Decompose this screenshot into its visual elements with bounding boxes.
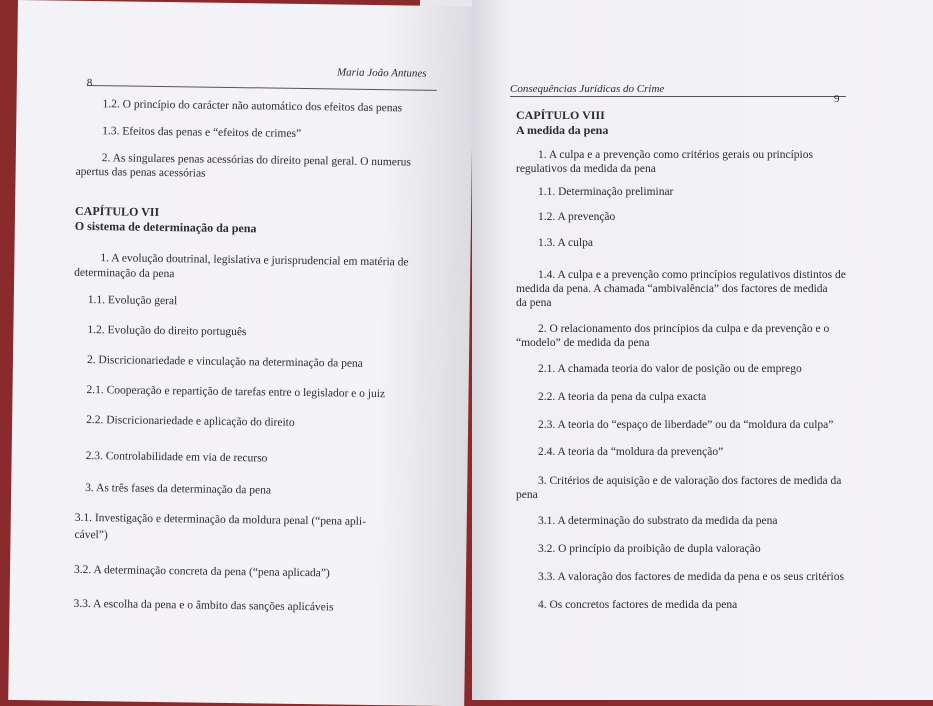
toc-line: 1.2. O princípio do carácter não automático dos efeitos das penas: [102, 98, 403, 115]
toc-line: 1.2. A prevenção: [538, 211, 616, 223]
toc-line: 1.2. Evolução do direito português: [87, 324, 247, 339]
toc-line: 1.1. Determinação preliminar: [538, 186, 674, 198]
toc-line: 2.1. A chamada teoria do valor de posição ou de emprego: [538, 363, 802, 375]
page-number: 8: [86, 76, 93, 90]
chapter-title: O sistema de determinação da pena: [74, 218, 257, 236]
toc-line: 2.3. A teoria do “espaço de liberdade” ou da “moldura da culpa”: [538, 419, 834, 431]
toc-line: 3.1. Investigação e determinação da moldura penal (“pena apli-: [74, 511, 367, 528]
toc-line: 3.3. A valoração dos factores de medida da pena e os seus critérios: [538, 571, 844, 583]
toc-line: 2.2. Discricionariedade e aplicação do direito: [86, 413, 295, 429]
chapter-heading: CAPÍTULO VII: [74, 203, 160, 219]
toc-line: cável”): [74, 528, 108, 542]
page-number: 9: [834, 93, 840, 105]
toc-line: 2. O relacionamento dos princípios da culpa e da prevenção e o: [538, 323, 830, 335]
header-rule: [510, 96, 846, 97]
toc-line: 1. A culpa e a prevenção como critérios gerais ou princípios: [538, 149, 813, 161]
toc-line: 1.1. Evolução geral: [87, 294, 178, 308]
toc-line: 1.3. A culpa: [538, 237, 593, 249]
toc-line: 2. As singulares penas acessórias do direito penal geral. O numerus: [101, 152, 412, 169]
toc-line: 3.2. A determinação concreta da pena (“pena aplicada”): [73, 563, 330, 580]
toc-line: 1. A evolução doutrinal, legislativa e jurisprudencial em matéria de: [100, 252, 409, 269]
header-rule: [87, 85, 437, 91]
toc-line: 1.3. Efeitos das penas e “efeitos de crimes”: [102, 125, 302, 140]
toc-line: 2.2. A teoria da pena da culpa exacta: [538, 391, 707, 403]
toc-line: 4. Os concretos factores de medida da pena: [538, 599, 738, 611]
toc-line: 3.1. A determinação do substrato da medida da pena: [538, 515, 778, 527]
left-page: [8, 0, 474, 706]
toc-line: “modelo” de medida da pena: [516, 337, 650, 349]
chapter-title: A medida da pena: [516, 123, 609, 137]
chapter-heading: CAPÍTULO VIII: [516, 108, 605, 122]
running-head: Consequências Jurídicas do Crime: [510, 83, 665, 95]
toc-line: 3. As três fases da determinação da pena: [85, 481, 272, 497]
toc-line: pena: [516, 489, 538, 501]
toc-line: apertus das penas acessórias: [75, 165, 206, 180]
toc-line: 2.4. A teoria da “moldura da prevenção”: [538, 446, 724, 458]
toc-line: regulativos da medida da pena: [516, 163, 656, 175]
toc-line: 3. Critérios de aquisição e de valoração dos factores de medida da: [538, 475, 842, 487]
toc-line: 1.4. A culpa e a prevenção como princípios regulativos distintos de: [538, 269, 846, 281]
toc-line: 3.3. A escolha da pena e o âmbito das sanções aplicáveis: [73, 597, 334, 614]
running-head: Maria João Antunes: [336, 66, 427, 80]
toc-line: 3.2. O princípio da proibição de dupla valoração: [538, 543, 761, 555]
toc-line: da pena: [516, 297, 552, 309]
toc-line: 2. Discricionariedade e vinculação na determinação da pena: [86, 353, 363, 370]
toc-line: 2.1. Cooperação e repartição de tarefas entre o legislador e o juiz: [86, 383, 386, 401]
toc-line: medida da pena. A chamada “ambivalência” dos factores de medida: [516, 283, 828, 295]
toc-line: 2.3. Controlabilidade em via de recurso: [85, 449, 268, 465]
toc-line: determinação da pena: [74, 266, 175, 281]
right-page: [472, 0, 933, 700]
